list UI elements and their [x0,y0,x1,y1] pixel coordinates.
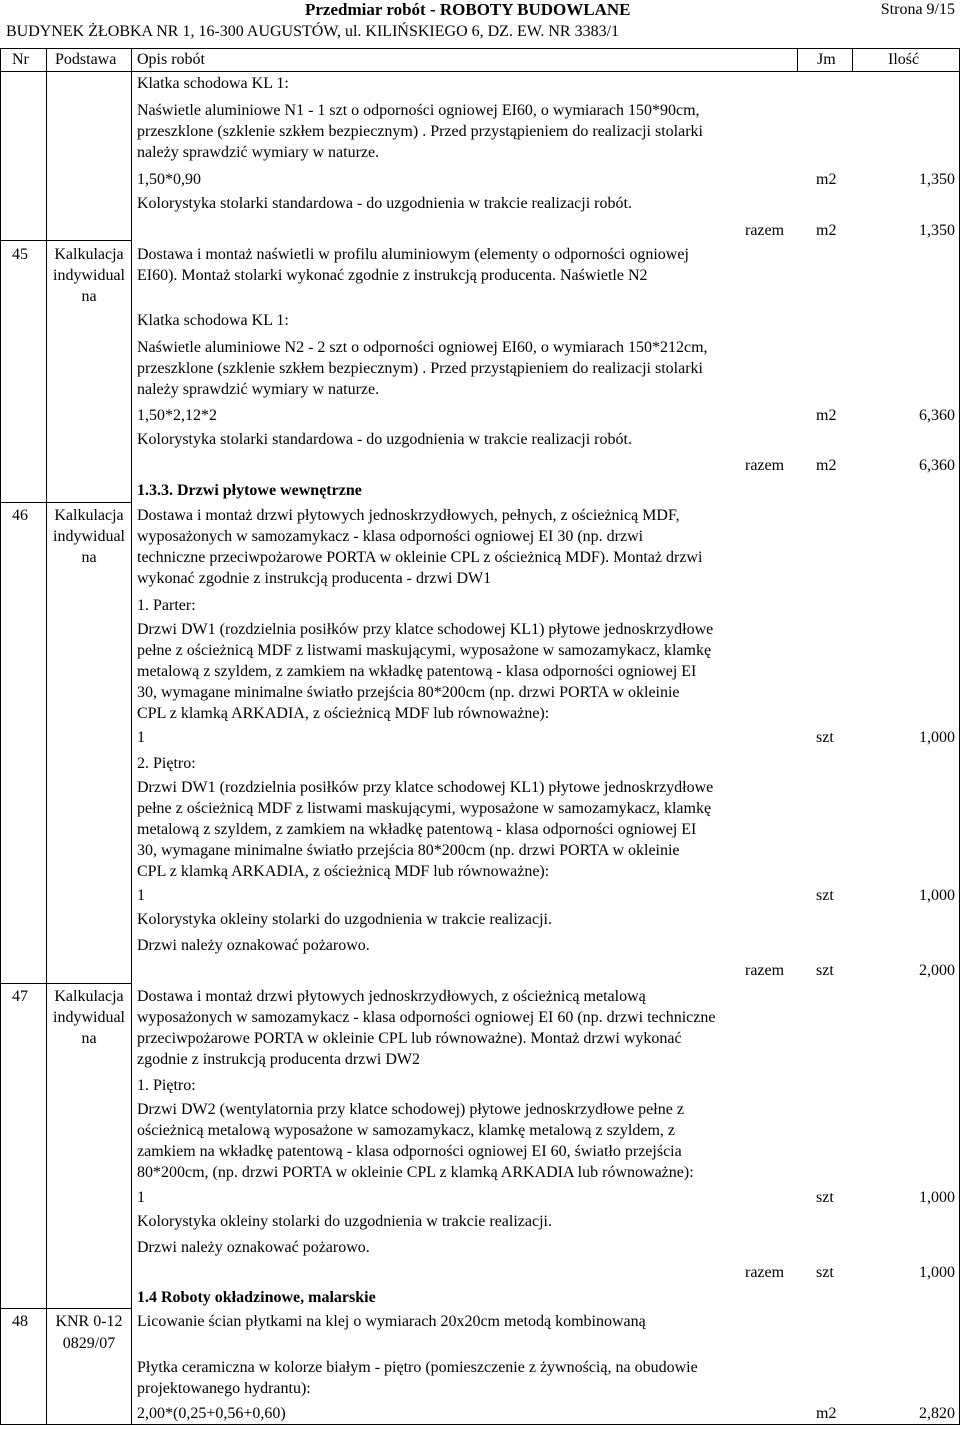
calc-unit: m2 [816,1405,837,1422]
calc-unit: m2 [816,407,837,424]
desc-line: EI60). Montaż stolarki wykonać zgodnie z instrukcją producenta. Naświetle N2 [137,267,648,284]
calc-unit: m2 [816,171,837,188]
desc-line: 30, wymagane minimalne światło przejścia 80*200cm (np. drzwi PORTA w okleinie [137,684,680,701]
note: Kolorystyka stolarki standardowa - do uzgodnienia w trakcie realizacji robót. [137,195,632,212]
desc-line: metalową z szyldem, z zamkiem na wkładkę patentową - klasa odporności ogniowej EI [137,821,697,838]
calc-unit: szt [816,729,834,746]
sum-quantity: 1,350 [919,222,955,239]
note: Kolorystyka okleiny stolarki do uzgodnienia w trakcie realizacji. [137,911,552,928]
desc-line: metalową z szyldem, z zamkiem na wkładkę patentową - klasa odporności ogniowej EI [137,663,697,680]
sum-unit: szt [816,962,834,979]
sum-label: razem [745,962,785,979]
item-number: 48 [12,1313,28,1330]
calc-quantity: 1,350 [919,171,955,188]
item-basis: Kalkulacja [54,507,124,524]
note: Kolorystyka okleiny stolarki do uzgodnienia w trakcie realizacji. [137,1213,552,1230]
desc-line: CPL z klamką ARKADIA, z ościeżnicą MDF lub równoważne): [137,705,550,722]
item-basis: 0829/07 [62,1335,116,1352]
desc-line: CPL z klamką ARKADIA, z ościeżnicą MDF lub równoważne): [137,863,550,880]
desc-line: zgodnie z instrukcją producenta drzwi DW2 [137,1051,421,1068]
desc-line: Drzwi DW2 (wentylatornia przy klatce schodowej) płytowe jednoskrzydłowe pełne z [137,1101,684,1118]
desc-line: zamkiem na wkładkę patentową - klasa odporności ogniowej EI 60, światło przejścia [137,1143,682,1160]
subsection-heading: 1. Piętro: [137,1077,196,1094]
desc-line: Dostawa i montaż drzwi płytowych jednoskrzydłowych, z ościeżnicą metalową [137,988,646,1005]
col-nr-header: Nr [12,51,29,68]
subsection-heading: 2. Piętro: [137,755,196,772]
calc-quantity: 1,000 [919,729,955,746]
desc-line: wyposażonych w samozamykacz - klasa odporności ogniowej EI 30 (np. drzwi [137,528,644,545]
subsection-heading: 1. Parter: [137,597,196,614]
desc-line: Płytka ceramiczna w kolorze białym - piętro (pomieszczenie z żywnością, na obudowie [137,1359,698,1376]
note: Drzwi należy oznakować pożarowo. [137,937,370,954]
calc-formula: 1,50*0,90 [137,171,201,188]
calc-quantity: 1,000 [919,1189,955,1206]
sum-label: razem [745,222,785,239]
sum-unit: m2 [816,457,837,474]
desc-line: Klatka schodowa KL 1: [137,75,289,92]
desc-line: przeciwpożarowe PORTA w okleinie CPL lub równoważne). Montaż drzwi wykonać [137,1030,682,1047]
desc-line: wyposażonych w samozamykacz - klasa odporności ogniowej EI 60 (np. drzwi techniczne [137,1009,716,1026]
item-number: 47 [12,988,28,1005]
sum-unit: m2 [816,222,837,239]
desc-line: Klatka schodowa KL 1: [137,312,289,329]
sum-quantity: 1,000 [919,1264,955,1281]
desc-line: projektowanego hydrantu): [137,1380,311,1397]
desc-line: należy sprawdzić wymiary w naturze. [137,144,380,161]
calc-formula: 1 [137,729,145,746]
desc-line: Licowanie ścian płytkami na klej o wymiarach 20x20cm metodą kombinowaną [137,1313,646,1330]
desc-line: Dostawa i montaż drzwi płytowych jednoskrzydłowych, pełnych, z ościeżnicą MDF, [137,507,680,524]
col-qty-header: Ilość [888,51,920,68]
page-number: Strona 9/15 [880,1,955,18]
calc-unit: szt [816,887,834,904]
desc-line: techniczne przeciwpożarowe PORTA w okleinie CPL z ościeżnicą MDF). Montaż drzwi [137,549,703,566]
item-number: 45 [12,246,28,263]
note: Kolorystyka stolarki standardowa - do uzgodnienia w trakcie realizacji robót. [137,431,632,448]
col-desc-header: Opis robót [137,51,205,68]
document-title: Przedmiar robót - ROBOTY BUDOWLANE [305,0,631,19]
calc-formula: 1,50*2,12*2 [137,407,217,424]
desc-line: ościeżnicą metalową wyposażone w samozamykacz, klamkę metalową z szyldem, z [137,1122,675,1139]
calc-formula: 1 [137,1189,145,1206]
calc-formula: 1 [137,887,145,904]
item-basis: Kalkulacja [54,988,124,1005]
calc-quantity: 2,820 [919,1405,955,1422]
sum-label: razem [745,457,785,474]
col-unit-header: Jm [817,51,836,68]
desc-line: Naświetle aluminiowe N2 - 2 szt o odporności ogniowej EI60, o wymiarach 150*212cm, [137,339,708,356]
note: Drzwi należy oznakować pożarowo. [137,1239,370,1256]
desc-line: należy sprawdzić wymiary w naturze. [137,381,380,398]
section-heading: 1.4 Roboty okładzinowe, malarskie [137,1289,376,1306]
desc-line: przeszklone (szklenie szkłem bezpiecznym) . Przed przystąpieniem do realizacji stolarki [137,123,703,140]
item-number: 46 [12,507,28,524]
desc-line: przeszklone (szklenie szkłem bezpiecznym) . Przed przystąpieniem do realizacji stolarki [137,360,703,377]
item-basis: na [81,549,97,566]
desc-line: pełne z ościeżnicą MDF z listwami maskującymi, wyposażone w samozamykacz, klamkę [137,642,712,659]
calc-formula: 2,00*(0,25+0,56+0,60) [137,1405,286,1422]
calc-quantity: 1,000 [919,887,955,904]
project-address: BUDYNEK ŻŁOBKA NR 1, 16-300 AUGUSTÓW, ul. KILIŃSKIEGO 6, DZ. EW. NR 3383/1 [6,23,620,40]
desc-line: Dostawa i montaż naświetli w profilu aluminiowym (elementy o odporności ogniowej [137,246,689,263]
col-basis-header: Podstawa [55,51,117,68]
desc-line: 30, wymagane minimalne światło przejścia 80*200cm (np. drzwi PORTA w okleinie [137,842,680,859]
sum-quantity: 2,000 [919,962,955,979]
desc-line: Drzwi DW1 (rozdzielnia posiłków przy klatce schodowej KL1) płytowe jednoskrzydłowe [137,621,714,638]
item-basis: na [81,288,97,305]
item-basis: indywidual [53,1009,125,1026]
sum-unit: szt [816,1264,834,1281]
calc-unit: szt [816,1189,834,1206]
sum-quantity: 6,360 [919,457,955,474]
item-basis: indywidual [53,267,125,284]
sum-label: razem [745,1264,785,1281]
desc-line: Drzwi DW1 (rozdzielnia posiłków przy klatce schodowej KL1) płytowe jednoskrzydłowe [137,779,714,796]
desc-line: pełne z ościeżnicą MDF z listwami maskującymi, wyposażone w samozamykacz, klamkę [137,800,712,817]
section-heading: 1.3.3. Drzwi płytowe wewnętrzne [137,482,362,499]
item-basis: KNR 0-12 [55,1313,123,1330]
item-basis: Kalkulacja [54,246,124,263]
desc-line: wykonać zgodnie z instrukcją producenta - drzwi DW1 [137,570,492,587]
desc-line: 80*200cm, (np. drzwi PORTA w okleinie CPL z klamką ARKADIA lub równoważne): [137,1164,694,1181]
item-basis: na [81,1030,97,1047]
calc-quantity: 6,360 [919,407,955,424]
desc-line: Naświetle aluminiowe N1 - 1 szt o odporności ogniowej EI60, o wymiarach 150*90cm, [137,102,700,119]
item-basis: indywidual [53,528,125,545]
